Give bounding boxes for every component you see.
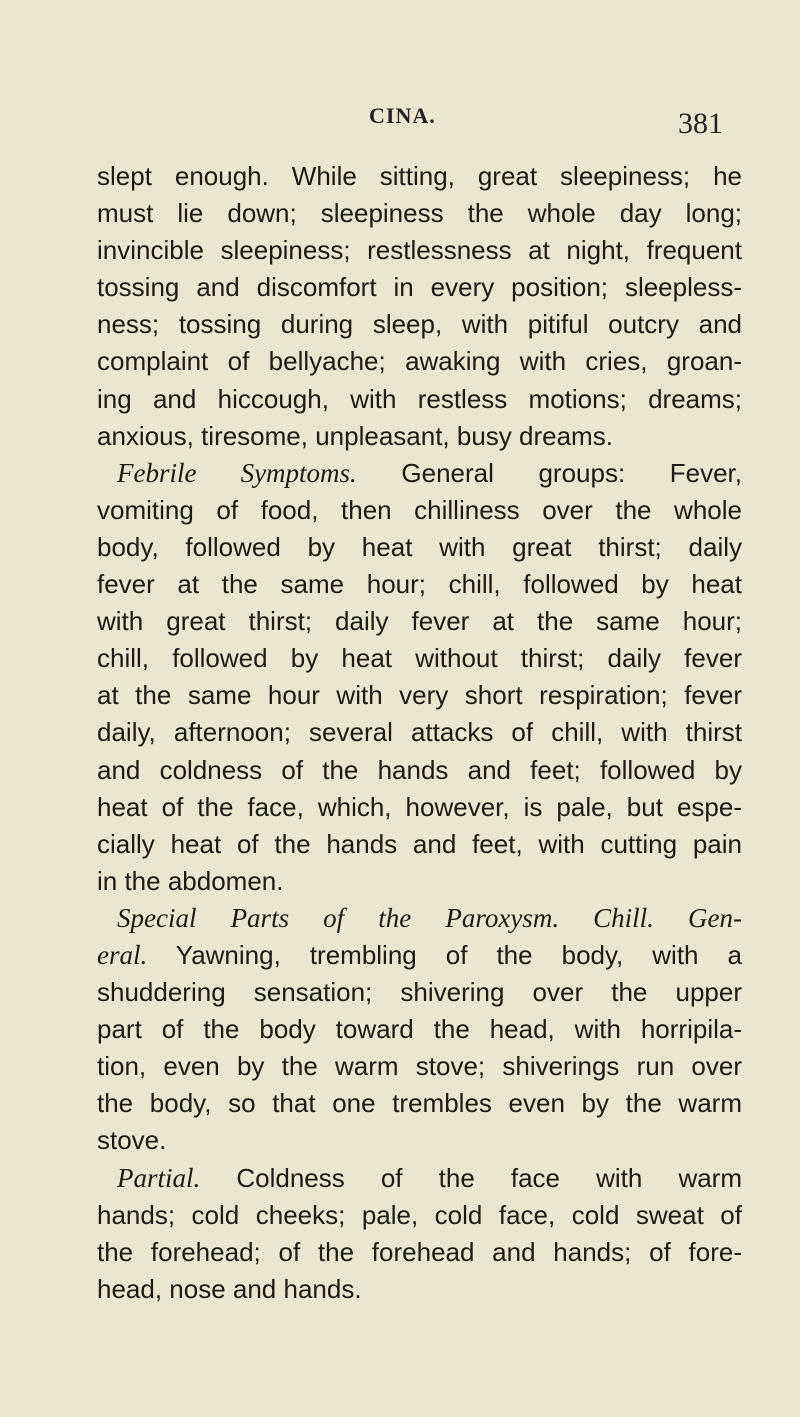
text-line <box>97 900 742 937</box>
text-line <box>97 1122 742 1159</box>
text-line <box>97 1234 742 1271</box>
line-text: at the same hour with very short respiration; fever <box>97 680 742 711</box>
line-text: vomiting of food, then chilliness over the whole <box>97 494 742 525</box>
text-line <box>97 1160 742 1197</box>
text-line <box>97 455 742 492</box>
text-line <box>97 418 742 455</box>
line-text: head, nose and hands. <box>97 1273 362 1304</box>
text-line <box>97 566 742 603</box>
line-text: tion, even by the warm stove; shiverings run over <box>97 1051 742 1082</box>
italic-heading: Febrile Symptoms. <box>117 457 357 488</box>
text-line <box>97 1197 742 1234</box>
line-text: with great thirst; daily fever at the same hour; <box>97 606 742 637</box>
line-text: heat of the face, which, however, is pale, but espe- <box>97 791 742 822</box>
line-text: General groups: Fever, <box>356 457 742 488</box>
text-line <box>97 603 742 640</box>
running-head <box>0 103 800 143</box>
line-text: shuddering sensation; shivering over the upper <box>97 977 742 1008</box>
text-line <box>97 306 742 343</box>
text-line <box>97 974 742 1011</box>
line-text: Coldness of the face with warm <box>200 1162 742 1193</box>
line-text: chill, followed by heat without thirst; daily fever <box>97 643 742 674</box>
line-text: hands; cold cheeks; pale, cold face, cold sweat of <box>97 1199 742 1230</box>
line-text: and coldness of the hands and feet; followed by <box>97 754 742 785</box>
line-text: ing and hiccough, with restless motions; dreams; <box>97 383 742 414</box>
text-line <box>97 381 742 418</box>
text-line <box>97 343 742 380</box>
text-line <box>97 529 742 566</box>
line-text: anxious, tiresome, unpleasant, busy dreams. <box>97 420 613 451</box>
text-line <box>97 640 742 677</box>
text-line <box>97 677 742 714</box>
text-line <box>97 863 742 900</box>
body-text <box>97 158 742 1308</box>
running-title: CINA. <box>369 103 436 128</box>
text-line <box>97 158 742 195</box>
line-text: the forehead; of the forehead and hands; of fore- <box>97 1236 742 1267</box>
line-text: Yawning, trembling of the body, with a <box>147 939 742 970</box>
text-line <box>97 1011 742 1048</box>
text-line <box>97 789 742 826</box>
line-text: ness; tossing during sleep, with pitiful outcry and <box>97 309 742 340</box>
line-text: stove. <box>97 1125 167 1156</box>
line-text: fever at the same hour; chill, followed by heat <box>97 569 742 600</box>
line-text: daily, afternoon; several attacks of chill, with thirst <box>97 717 742 748</box>
text-line <box>97 1085 742 1122</box>
text-line <box>97 1271 742 1308</box>
text-line <box>97 937 742 974</box>
text-line <box>97 195 742 232</box>
text-line <box>97 752 742 789</box>
text-line <box>97 714 742 751</box>
line-text: slept enough. While sitting, great sleepiness; he <box>97 161 742 191</box>
line-text: in the abdomen. <box>97 865 284 896</box>
line-text: must lie down; sleepiness the whole day long; <box>97 198 742 229</box>
text-line <box>97 1048 742 1085</box>
italic-heading: eral. <box>97 939 148 970</box>
line-text: part of the body toward the head, with horripila- <box>97 1014 742 1045</box>
text-line <box>97 232 742 269</box>
line-text: complaint of bellyache; awaking with cries, groan- <box>97 346 742 377</box>
text-line <box>97 269 742 306</box>
line-text: tossing and discomfort in every position; sleepless- <box>97 272 742 303</box>
text-line <box>97 492 742 529</box>
line-text: the body, so that one trembles even by the warm <box>97 1088 742 1119</box>
page-number: 381 <box>678 107 723 140</box>
line-text: cially heat of the hands and feet, with cutting pain <box>97 828 742 859</box>
text-line <box>97 826 742 863</box>
line-text: body, followed by heat with great thirst; daily <box>97 531 742 562</box>
italic-heading: Special Parts of the Paroxysm. Chill. Gen- <box>117 902 742 933</box>
line-text: invincible sleepiness; restlessness at night, frequent <box>97 235 742 266</box>
italic-heading: Partial. <box>117 1162 201 1193</box>
